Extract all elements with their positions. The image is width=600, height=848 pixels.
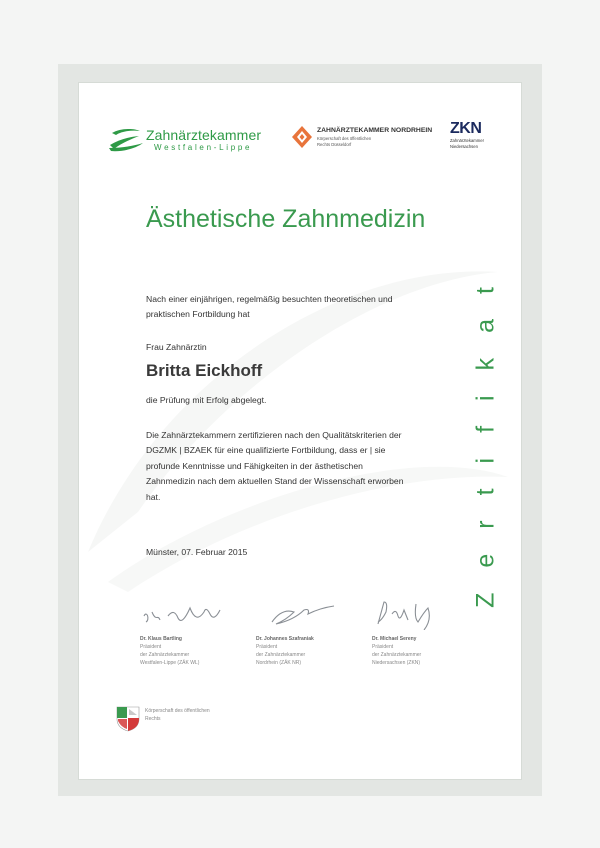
signatory-org: der Zahnärztekammer <box>256 652 306 658</box>
logo-zkn-niedersachsen <box>448 120 500 154</box>
logo-zahnaerztekammer-westfalen-lippe <box>106 124 284 154</box>
diamond-logo-icon <box>291 125 313 149</box>
certificate-title: Ästhetische Zahnmedizin <box>146 205 426 233</box>
nordrhein-logo-subtitle: Körperschaft des öffentlichen Rechts Düsseldorf <box>317 136 372 147</box>
nordrhein-logo-name: ZAHNÄRZTEKAMMER NORDRHEIN <box>317 127 433 134</box>
signatory-org: der Zahnärztekammer <box>140 652 190 658</box>
zkn-logo-mark: ZKN <box>450 120 482 137</box>
vertical-label-text: Zertifikat <box>471 262 500 608</box>
signatory-role: Präsident <box>140 644 162 650</box>
signature-sereny <box>372 598 472 630</box>
signatory-name: Dr. Michael Sereny <box>372 636 417 642</box>
vertical-zertifikat-label <box>470 190 504 680</box>
signatory-3 <box>372 635 482 667</box>
logo-zahnaerztekammer-nordrhein <box>291 124 441 152</box>
zwl-logo-region: Westfalen-Lippe <box>154 143 253 152</box>
place-and-date: Münster, 07. Februar 2015 <box>146 547 248 557</box>
recipient-name: Britta Eickhoff <box>146 361 263 380</box>
signature-bartling <box>140 598 240 630</box>
nrw-coat-of-arms-icon <box>116 706 140 732</box>
salutation: Frau Zahnärztin <box>146 342 207 352</box>
zwl-logo-name: Zahnärztekammer <box>146 127 262 143</box>
signatory-1 <box>140 635 250 667</box>
signature-szafraniak <box>256 598 356 630</box>
signatory-org: der Zahnärztekammer <box>372 652 422 658</box>
signatory-org: Westfalen-Lippe (ZÄK WL) <box>140 660 200 666</box>
intro-text: Nach einer einjährigen, regelmäßig besuchten theoretischen und praktischen Fortbildung hat <box>146 294 393 320</box>
signatory-org: Nordrhein (ZÄK NR) <box>256 660 302 666</box>
swoosh-logo-icon <box>106 124 146 154</box>
signatory-org: Niedersachsen (ZKN) <box>372 660 421 666</box>
passed-statement: die Prüfung mit Erfolg abgelegt. <box>146 395 267 405</box>
signatory-role: Präsident <box>372 644 394 650</box>
signatory-role: Präsident <box>256 644 278 650</box>
signatory-name: Dr. Klaus Bartling <box>140 636 182 642</box>
legal-status: Körperschaft des öffentlichen Rechts <box>145 708 210 722</box>
certification-text: Die Zahnärztekammern zertifizieren nach den Qualitätskriterien der DGZMK | BZAEK für eine qualifizierte Fortbildung, dass er | sie profunde Kenntnisse und Fähigkeiten in der ästhetischen Zahnmedizin nach dem aktuellen Stand der Wissenschaft erworben hat. <box>146 430 404 502</box>
signatory-name: Dr. Johannes Szafraniak <box>256 636 314 642</box>
signatory-2 <box>256 635 366 667</box>
zkn-logo-subtitle: Zahnärztekammer Niedersachsen <box>450 138 484 149</box>
